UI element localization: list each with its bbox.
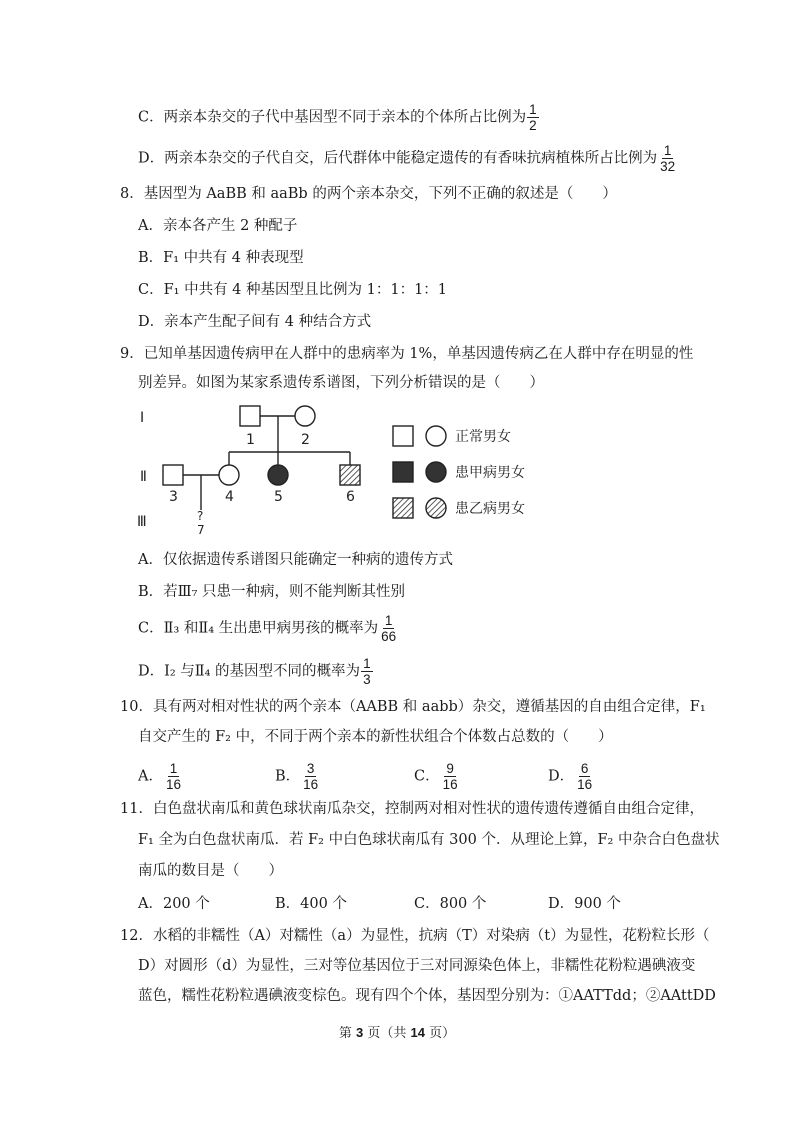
pedigree-id-5: 5 — [274, 489, 283, 505]
legend-disease-b-female — [426, 498, 446, 518]
fraction: $\frac{1}{2}$ — [529, 102, 537, 133]
q10-stem-line1: 10．具有两对相对性状的两个亲本（AABB 和 aabb）杂交，遵循基因的自由组合定律，F₁ — [120, 699, 706, 715]
pedigree-id-6: 6 — [346, 489, 355, 505]
q8-option-d: D．亲本产生配子间有 4 种结合方式 — [138, 314, 372, 330]
q11-option-b: B．400 个 — [275, 896, 347, 912]
legend-label-disease-a: 患甲病男女 — [455, 465, 525, 481]
pedigree-id-3: 3 — [169, 489, 178, 505]
legend-disease-a-male — [393, 462, 413, 482]
legend-label-disease-b: 患乙病男女 — [455, 501, 525, 517]
pedigree-id-2: 2 — [301, 432, 310, 448]
q10-stem-line2: 自交产生的 F₂ 中，不同于两个亲本的新性状组合个体数占总数的（ ） — [138, 729, 613, 745]
pedigree-id-7: 7 — [197, 523, 205, 537]
q10-option-c: C． $\frac{9}{16}$ — [414, 761, 458, 792]
q11-stem-line2: F₁ 全为白色盘状南瓜．若 F₂ 中白色球状南瓜有 300 个．从理论上算，F₂ 中杂合白色盘状 — [138, 832, 720, 848]
q9-option-a: A．仅依据遗传系谱图只能确定一种病的遗传方式 — [138, 552, 453, 568]
q10-option-d: D． $\frac{6}{16}$ — [548, 761, 593, 792]
q10-option-b: B． $\frac{3}{16}$ — [275, 761, 319, 792]
q8-option-c: C．F₁ 中共有 4 种基因型且比例为 1：1：1：1 — [138, 282, 448, 298]
q9-stem-line1: 9．已知单基因遗传病甲在人群中的患病率为 1%，单基因遗传病乙在人群中存在明显的性 — [120, 346, 694, 362]
fraction: $\frac{3}{16}$ — [303, 761, 319, 792]
pedigree-id-4: 4 — [225, 489, 234, 505]
current-page: 3 — [356, 1025, 364, 1040]
pedigree-individual-i1 — [240, 406, 260, 426]
pedigree-unknown-mark: ? — [197, 509, 204, 523]
q9-option-b: B．若Ⅲ₇ 只患一种病，则不能判断其性别 — [138, 584, 406, 600]
pedigree-individual-i2 — [295, 406, 315, 426]
q9-option-d: D．Ⅰ₂ 与Ⅱ₄ 的基因型不同的概率为 $\frac{1}{3}$ — [138, 656, 371, 687]
q12-stem-line2: D）对圆形（d）为显性，三对等位基因位于三对同源染色体上，非糯性花粉粒遇碘液变 — [138, 958, 696, 974]
generation-label-iii: Ⅲ — [137, 514, 147, 530]
pedigree-individual-ii3 — [163, 465, 183, 485]
q8-stem: 8．基因型为 AaBB 和 aaBb 的两个亲本杂交，下列不正确的叙述是（ ） — [120, 186, 617, 202]
legend-normal-female — [426, 426, 446, 446]
legend-disease-a-female — [426, 462, 446, 482]
page-footer: 第 3 页（共 14 页） — [338, 1025, 456, 1041]
q12-stem-line3: 蓝色，糯性花粉粒遇碘液变棕色。现有四个个体，基因型分别为：①AATTdd；②AAttDD — [138, 988, 716, 1004]
q7-option-c: C．两亲本杂交的子代中基因型不同于亲本的个体所占比例为 $\frac{1}{2}$ — [138, 102, 537, 133]
fraction: $\frac{1}{66}$ — [381, 613, 397, 644]
pedigree-id-1: 1 — [246, 432, 255, 448]
fraction: $\frac{1}{16}$ — [165, 761, 182, 792]
q11-option-d: D．900 个 — [548, 896, 621, 912]
legend-normal-male — [393, 426, 413, 446]
generation-label-ii: Ⅱ — [140, 469, 147, 485]
q11-option-c: C．800 个 — [414, 896, 487, 912]
q9-option-c: C．Ⅱ₃ 和Ⅱ₄ 生出患甲病男孩的概率为 $\frac{1}{66}$ — [138, 613, 397, 644]
q8-option-b: B．F₁ 中共有 4 种表现型 — [138, 250, 304, 266]
legend-disease-b-male — [393, 498, 413, 518]
q12-stem-line1: 12．水稻的非糯性（A）对糯性（a）为显性，抗病（T）对染病（t）为显性，花粉粒长形（ — [120, 928, 710, 944]
q9-stem-line2: 别差异。如图为某家系遗传系谱图，下列分析错误的是（ ） — [138, 375, 544, 391]
q11-stem-line1: 11．白色盘状南瓜和黄色球状南瓜杂交，控制两对相对性状的遗传遗传遵循自由组合定律， — [120, 801, 704, 817]
q8-option-a: A．亲本各产生 2 种配子 — [138, 218, 298, 234]
fraction: $\frac{1}{3}$ — [363, 656, 371, 687]
q10-option-a: A． $\frac{1}{16}$ — [138, 761, 182, 792]
fraction: $\frac{6}{16}$ — [577, 761, 593, 792]
q11-stem-line3: 南瓜的数目是（ ） — [138, 863, 283, 879]
generation-label-i: Ⅰ — [140, 410, 145, 426]
legend-label-normal: 正常男女 — [455, 429, 511, 445]
pedigree-individual-ii5 — [268, 465, 288, 485]
pedigree-chart — [130, 398, 550, 538]
total-pages: 14 — [410, 1025, 425, 1040]
q11-option-a: A．200 个 — [138, 896, 210, 912]
fraction: $\frac{9}{16}$ — [442, 761, 458, 792]
q7-option-d: D．两亲本杂交的子代自交，后代群体中能稳定遗传的有香味抗病植株所占比例为 $\frac{1}{32}$ — [138, 143, 676, 174]
pedigree-individual-ii4 — [219, 465, 239, 485]
pedigree-individual-ii6 — [340, 465, 360, 485]
fraction: $\frac{1}{32}$ — [660, 143, 676, 174]
